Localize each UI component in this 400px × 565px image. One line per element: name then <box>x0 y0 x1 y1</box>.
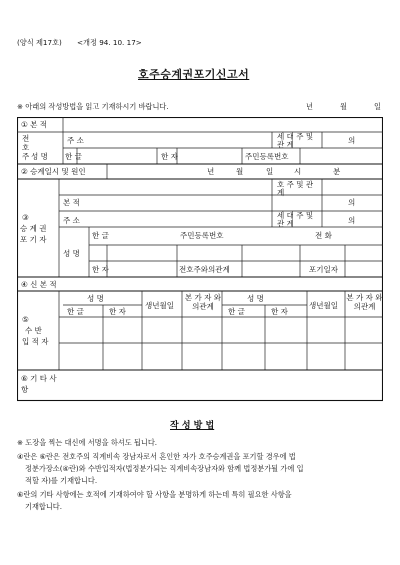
section-3-hangul-label: 한 글 <box>92 231 109 240</box>
section-5-dob-left: 생년월일 <box>145 301 174 310</box>
section-2-label: ② 승계일시 및 원인 <box>21 167 86 176</box>
section-3-title-2: 포 기 자 <box>20 235 47 244</box>
instruction-line-1: ※ 도장을 찍는 대신에 서명을 하셔도 됩니다. <box>17 438 158 447</box>
instruction-line-4: 적할 자)를 기재합니다. <box>25 476 98 485</box>
section-1-name-label: 성 명 <box>31 152 48 161</box>
section-3-rrn-label: 주민등록번호 <box>180 231 224 240</box>
section-1-rrn-label: 주민등록번호 <box>245 152 289 161</box>
section-2-minute: 분 <box>333 167 341 176</box>
section-4-label: ④ 신 본 적 <box>21 280 57 289</box>
section-5-hanja-left: 한 자 <box>109 307 126 316</box>
section-1-householder-label: 세 대 주 및 관 계 <box>277 132 314 149</box>
instruction-line-2: ④란은 ⑥란은 전호주의 직계비속 장남자로서 혼인한 자가 호주승계권을 포기할 경우에 법 <box>17 452 296 461</box>
section-5-hangul-left: 한 글 <box>67 307 84 316</box>
section-1-hangul-label: 한 글 <box>65 152 82 161</box>
section-3-number: ③ <box>22 213 29 222</box>
section-2-day: 일 <box>266 167 274 176</box>
section-3-title-1: 승 계 권 <box>20 224 47 233</box>
instruction-line-5: ⑥란의 기타 사항에는 호적에 기재하여야 할 사항을 분명하게 하는데 특히 필요한 사항을 <box>17 490 292 499</box>
section-5-dob-right: 생년월일 <box>309 301 338 310</box>
section-3-name-label: 성 명 <box>63 249 80 258</box>
section-6-label: ⑥ 기 타 사 항 <box>21 374 57 394</box>
section-5-hangul-right: 한 글 <box>228 307 245 316</box>
section-5-title-1: 수 반 <box>25 326 42 335</box>
section-3-relation-label: 전호주와의관계 <box>179 265 230 274</box>
section-5-title-2: 입 적 자 <box>22 337 49 346</box>
form-number: (양식 제17호) <box>17 38 62 47</box>
section-5-name-label-right: 성 명 <box>247 294 264 303</box>
date-year-label: 년 <box>306 102 313 111</box>
section-5-number: ⑤ <box>22 315 29 324</box>
revision-date: <개정 94. 10. 17> <box>77 38 142 47</box>
date-month-label: 월 <box>340 102 347 111</box>
section-1-ho-char: 호 <box>22 143 30 152</box>
page-title: 호주승계권포기신고서 <box>138 68 250 81</box>
section-5-hanja-right: 한 자 <box>271 307 288 316</box>
section-2-month: 월 <box>236 167 244 176</box>
section-3-address-label: 주 소 <box>63 216 80 225</box>
section-3-ui-label-2: 의 <box>348 216 356 225</box>
section-3-date-label: 포기일자 <box>309 265 338 274</box>
date-day-label: 일 <box>374 102 381 111</box>
section-1-bonjeok-label: ① 본 적 <box>21 120 47 129</box>
section-2-hour: 시 <box>294 167 302 176</box>
section-2-year: 년 <box>207 167 215 176</box>
section-1-address-label: 주 소 <box>67 136 84 145</box>
section-3-ui-label-1: 의 <box>348 198 356 207</box>
notice-text: ※ 아래의 작성방법을 읽고 기재하시기 바랍니다. <box>17 102 169 111</box>
section-1-ju-char: 주 <box>22 152 30 161</box>
section-3-householder-label: 세 대 주 및 관 계 <box>277 211 314 228</box>
instructions-heading: 작 성 방 법 <box>170 421 215 431</box>
section-3-phone-label: 전 화 <box>315 231 332 240</box>
section-3-hoju-label: 호 주 및 관 계 <box>277 180 314 197</box>
section-1-hanja-label: 한 자 <box>161 152 178 161</box>
section-1-ui-label: 의 <box>348 136 356 145</box>
section-3-hanja-label: 한 자 <box>92 265 109 274</box>
section-1-jeon-char: 전 <box>22 134 30 143</box>
section-5-relation-right: 본 가 자 와의관계 <box>346 293 383 311</box>
instruction-line-6: 기재합니다. <box>25 502 63 511</box>
section-5-relation-left: 본 가 자 와의관계 <box>184 293 222 311</box>
section-5-name-label-left: 성 명 <box>87 294 104 303</box>
instruction-line-3: 정분가장소(④란)와 수반입적자(법정분가되는 직계비속장남자와 함께 법정분가될 가에 입 <box>25 464 304 473</box>
section-3-bonjeok-label: 본 적 <box>63 198 80 207</box>
